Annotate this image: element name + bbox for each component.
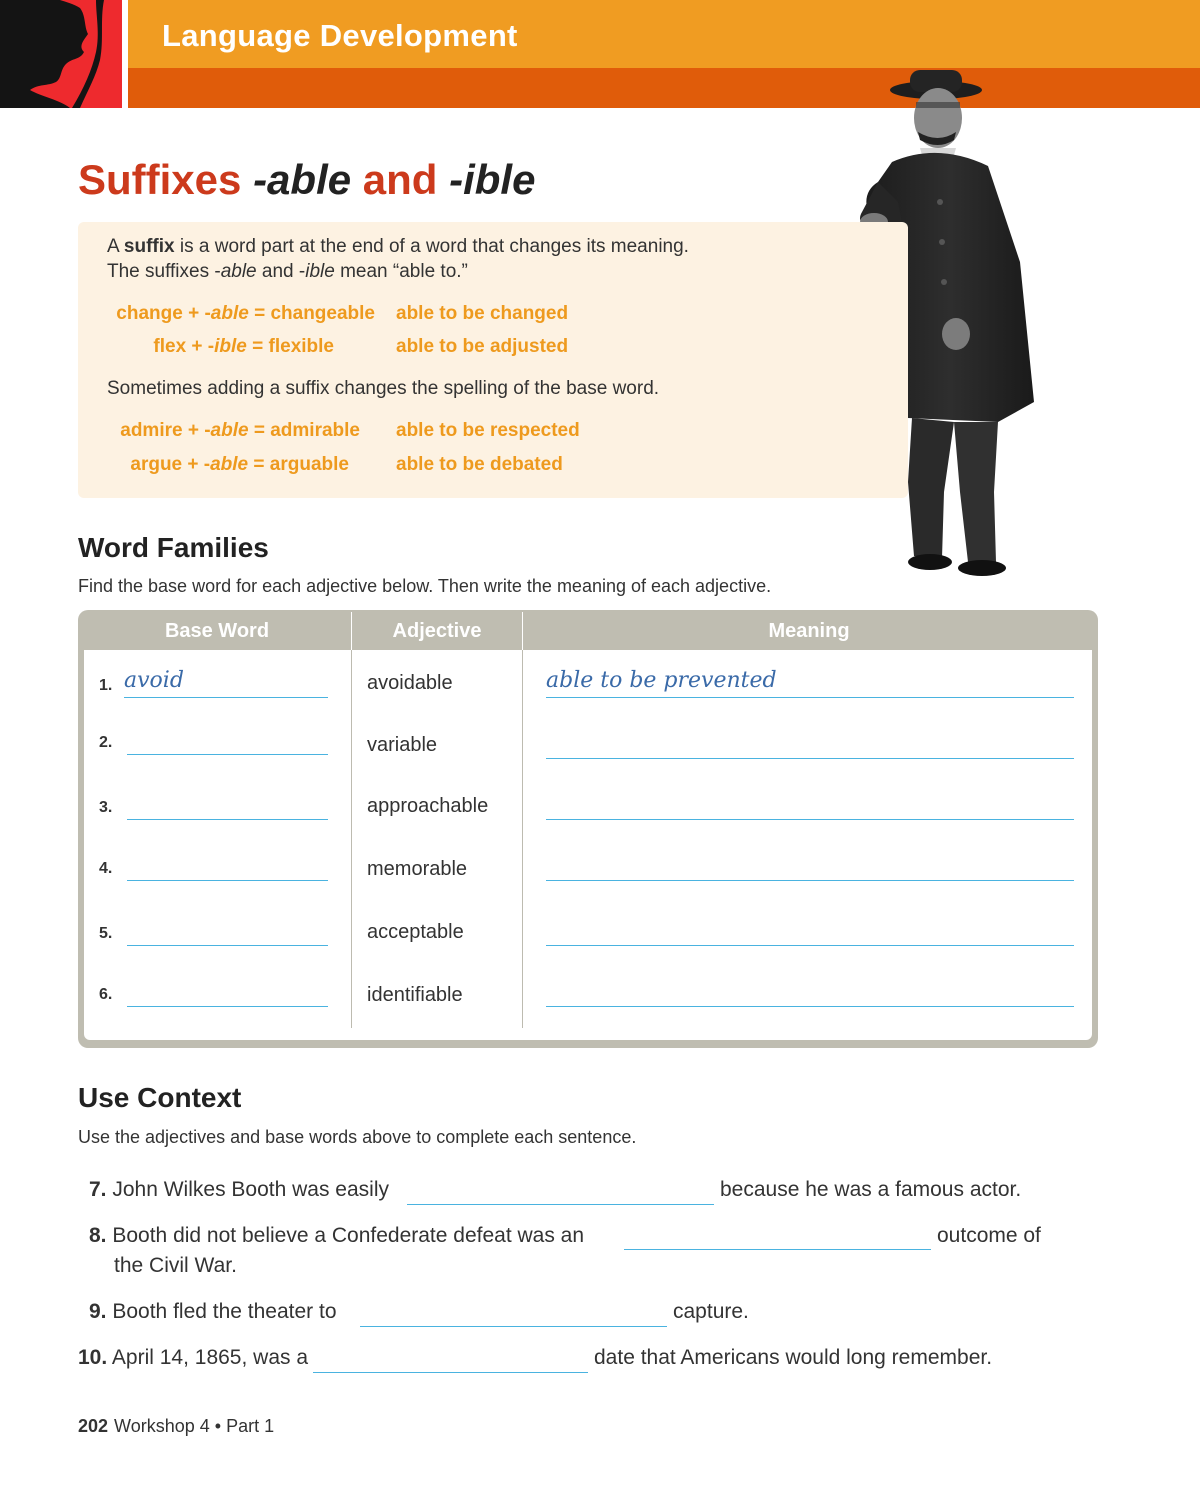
definition-text: A: [107, 236, 124, 257]
meaning-blank[interactable]: [546, 758, 1074, 759]
adjective-cell: variable: [367, 734, 438, 756]
sentence-9-end: capture.: [673, 1300, 749, 1323]
row-number: 3.: [99, 799, 113, 816]
sentence-10-end: date that Americans would long remember.: [594, 1346, 993, 1369]
example-meaning: able to be adjusted: [396, 336, 569, 357]
example-formula: admire + -able = admirable: [120, 420, 360, 441]
definition-text: is a word part at the end of a word that changes its meaning.: [174, 236, 689, 257]
title-part-ible: -ible: [449, 156, 536, 203]
sentence-10: 10. April 14, 1865, was a: [78, 1346, 309, 1369]
sentence-9-blank[interactable]: [360, 1326, 667, 1327]
row-number: 2.: [99, 734, 113, 751]
base-word-blank[interactable]: [127, 880, 328, 881]
table-body: [84, 650, 1092, 1040]
sentence-7-blank[interactable]: [407, 1204, 714, 1205]
base-word-blank[interactable]: [127, 1006, 328, 1007]
spelling-note: Sometimes adding a suffix changes the spelling of the base word.: [107, 378, 660, 399]
sentence-8-end: outcome of: [937, 1224, 1041, 1247]
column-divider: [522, 650, 523, 1028]
column-header-adjective: Adjective: [392, 620, 482, 642]
example-formula: argue + -able = arguable: [130, 454, 349, 475]
column-divider: [351, 650, 352, 1028]
base-word-blank[interactable]: [127, 754, 328, 755]
definition-text: The suffixes -: [107, 261, 221, 282]
adjective-cell: avoidable: [367, 672, 453, 694]
example-meaning: able to be debated: [396, 454, 563, 475]
base-word-blank[interactable]: [127, 819, 328, 820]
word-families-instructions: Find the base word for each adjective below. Then write the meaning of each adjective.: [78, 576, 772, 596]
sentence-10-blank[interactable]: [313, 1372, 588, 1373]
page-title: [78, 156, 535, 204]
meaning-blank[interactable]: [546, 880, 1074, 881]
definition-line-1: [107, 236, 689, 258]
meaning-answer: able to be prevented: [546, 668, 777, 693]
column-header-base-word: Base Word: [164, 620, 270, 642]
definition-suffix: able: [220, 261, 257, 282]
title-part-and: and: [362, 156, 438, 203]
adjective-cell: identifiable: [367, 984, 463, 1006]
header-divider: [522, 612, 523, 650]
meaning-blank[interactable]: [546, 697, 1074, 698]
example-meaning: able to be changed: [396, 303, 569, 324]
meaning-blank[interactable]: [546, 945, 1074, 946]
header-logo-black: [0, 0, 122, 108]
sentence-7-end: because he was a famous actor.: [720, 1178, 1022, 1201]
header-divider: [351, 612, 352, 650]
meaning-blank[interactable]: [546, 1006, 1074, 1007]
example-formula: change + -able = changeable: [116, 303, 375, 324]
definition-suffix: ible: [305, 261, 335, 282]
sentence-8: 8. Booth did not believe a Confederate defeat was an: [89, 1224, 585, 1247]
footer-text: Workshop 4 • Part 1: [114, 1416, 275, 1436]
column-header-meaning: Meaning: [768, 620, 850, 642]
definition-term: suffix: [123, 236, 175, 257]
example-formula: flex + -ible = flexible: [153, 336, 334, 357]
page-number: 202: [78, 1416, 109, 1436]
title-part-able: -able: [253, 156, 352, 203]
row-number: 1.: [99, 677, 113, 694]
use-context-heading: Use Context: [78, 1082, 242, 1113]
definition-line-2: [107, 261, 468, 283]
row-number: 4.: [99, 860, 113, 877]
definition-text: mean “able to.”: [334, 261, 468, 282]
sentence-9: 9. Booth fled the theater to: [89, 1300, 337, 1323]
row-number: 5.: [99, 925, 113, 942]
use-context-instructions: Use the adjectives and base words above to complete each sentence.: [78, 1127, 637, 1147]
adjective-cell: acceptable: [367, 921, 464, 943]
example-meaning: able to be respected: [396, 420, 580, 441]
base-word-blank[interactable]: [124, 697, 328, 698]
sentence-7: 7. John Wilkes Booth was easily: [89, 1178, 389, 1201]
header-title: Language Development: [162, 18, 518, 53]
definition-text: and -: [256, 261, 306, 282]
adjective-cell: memorable: [367, 858, 468, 880]
silhouette-icon: [0, 0, 122, 108]
page-footer: [78, 1416, 274, 1437]
base-word-blank[interactable]: [127, 945, 328, 946]
sentence-8-continuation: the Civil War.: [114, 1254, 237, 1277]
adjective-cell: approachable: [367, 795, 489, 817]
sentence-8-blank[interactable]: [624, 1249, 931, 1250]
base-word-answer: avoid: [124, 668, 184, 693]
row-number: 6.: [99, 986, 113, 1003]
meaning-blank[interactable]: [546, 819, 1074, 820]
title-part-suffixes: Suffixes: [78, 156, 242, 203]
word-families-heading: Word Families: [78, 532, 269, 563]
